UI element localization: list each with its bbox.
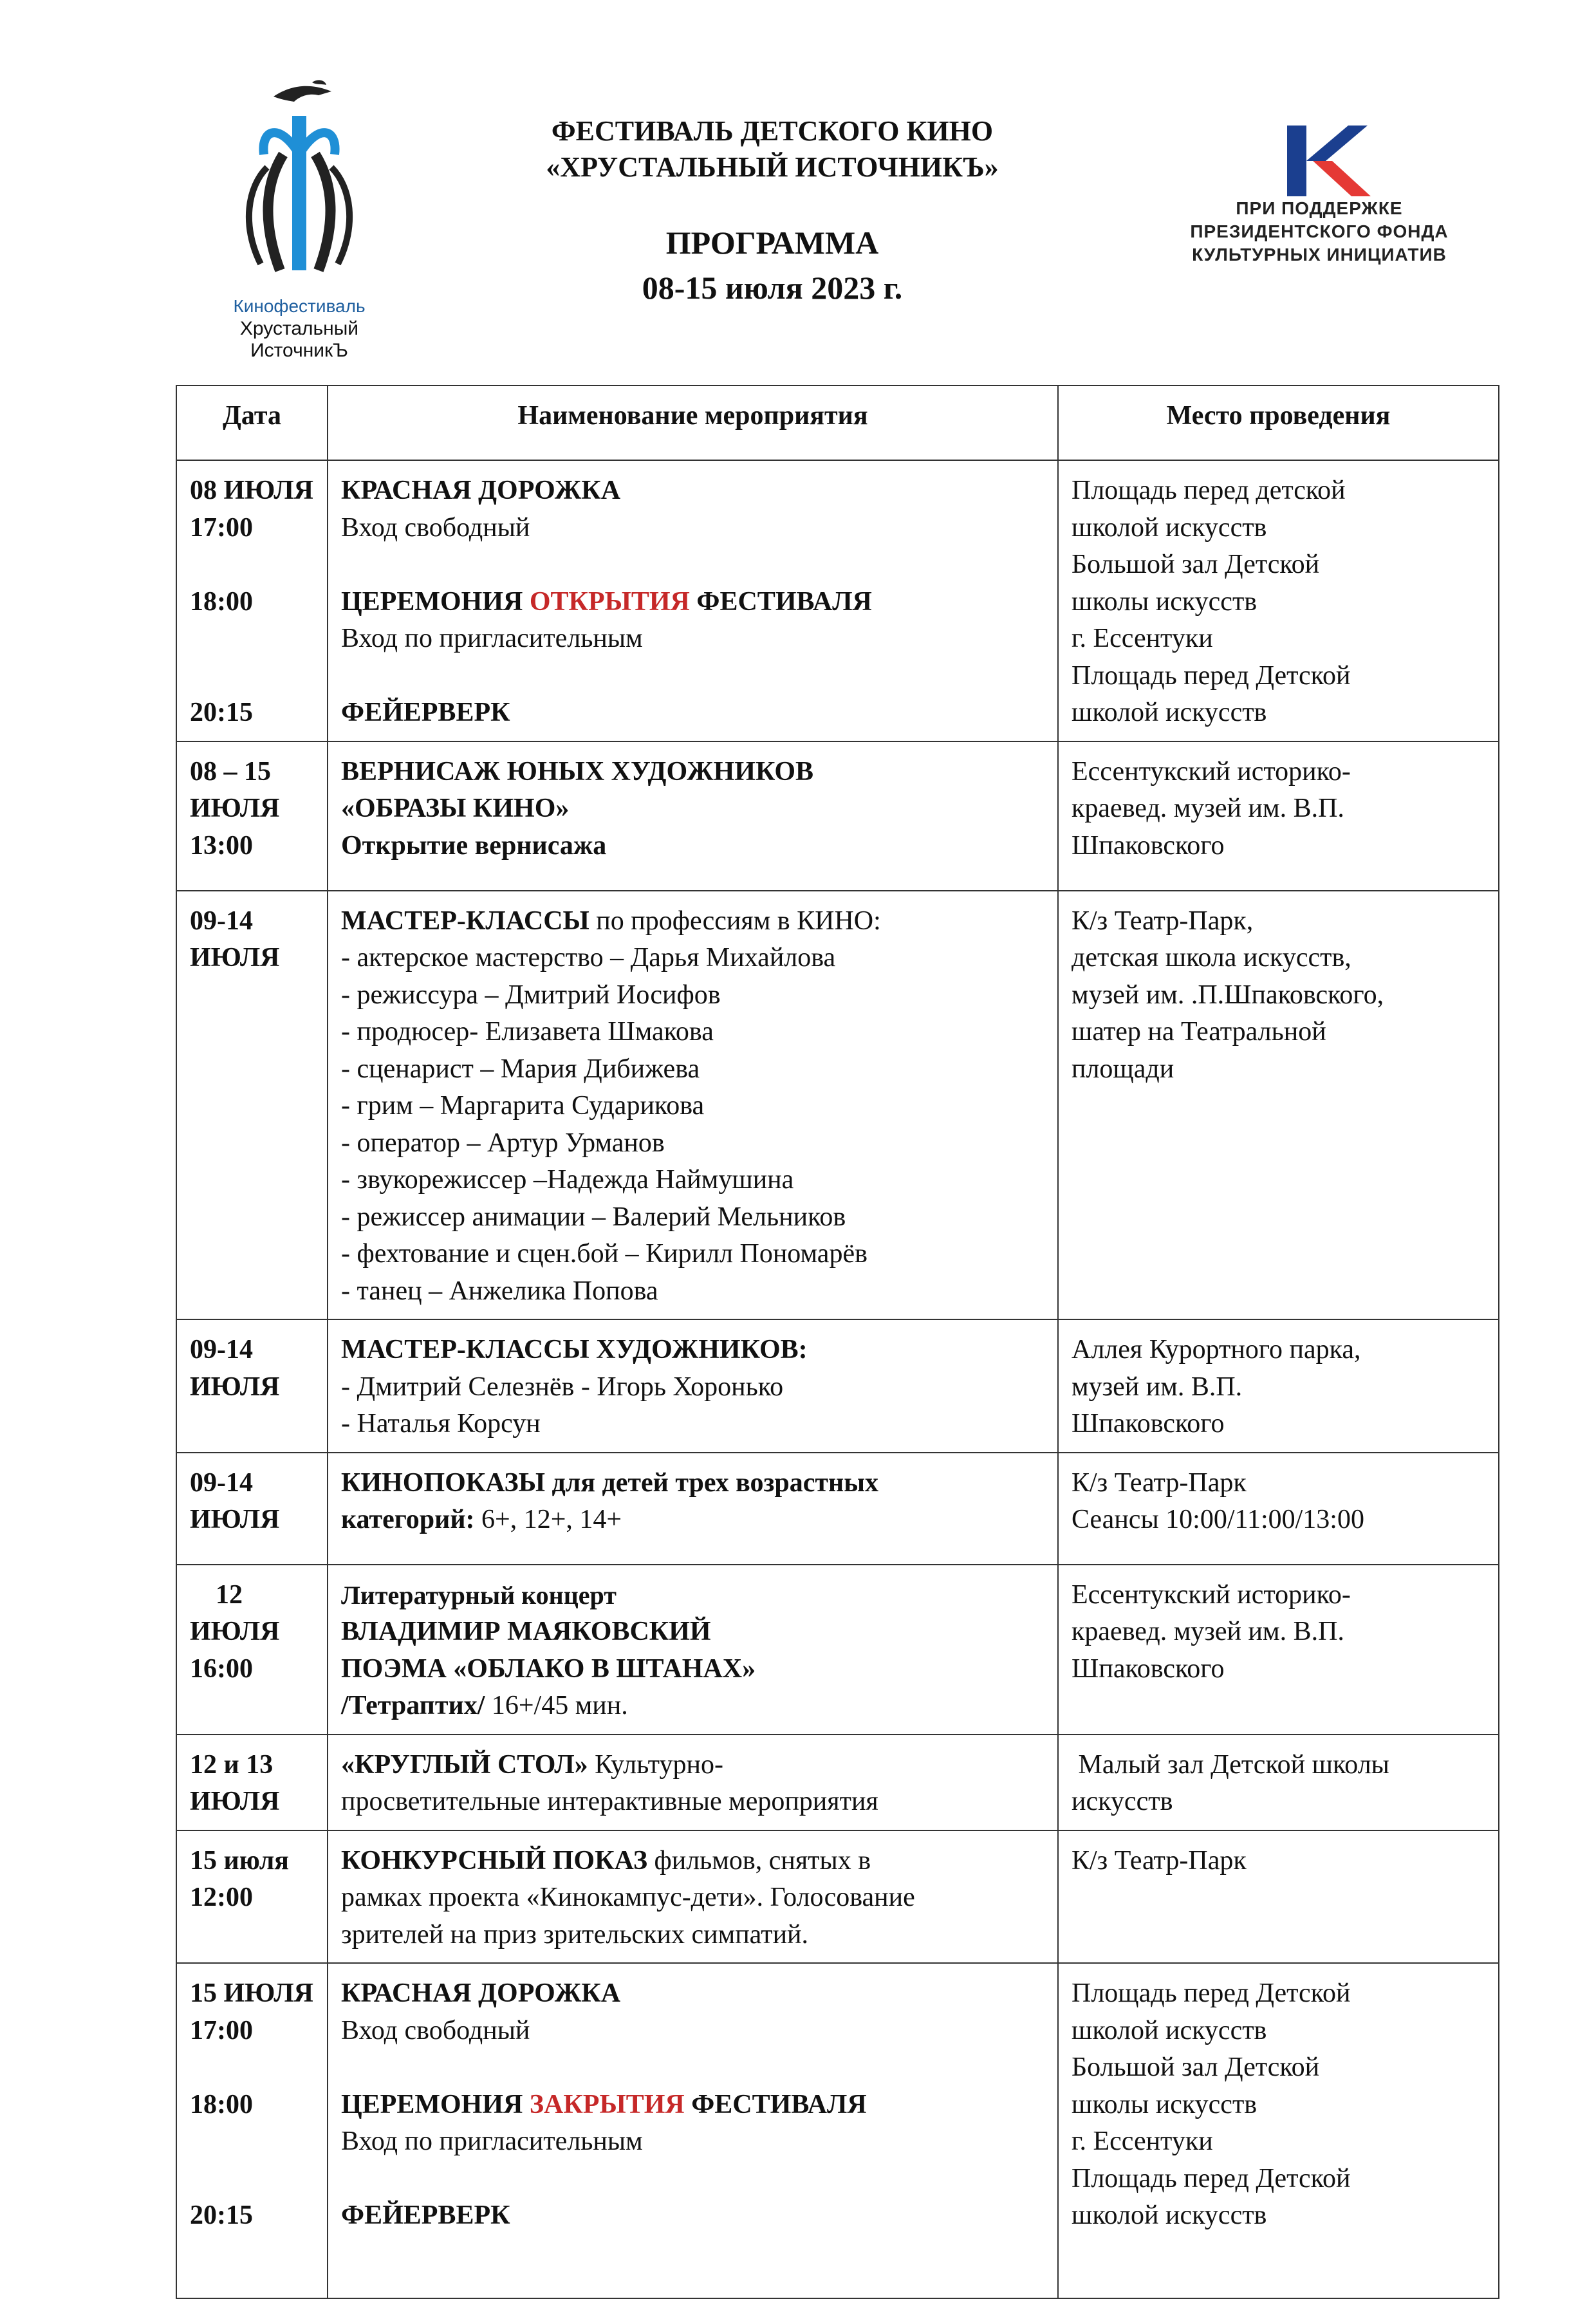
- date-text: ИЮЛЯ: [190, 943, 280, 973]
- table-row: [176, 1453, 1499, 1565]
- fund-caption-1: ПРИ ПОДДЕРЖКЕ: [1236, 198, 1403, 218]
- event-title: ФЕЙЕРВЕРК: [341, 698, 510, 727]
- event-title: ПОЭМА «ОБЛАКО В ШТАНАХ»: [341, 1653, 756, 1684]
- date-cell: [176, 1735, 328, 1830]
- list-item: - Наталья Корсун: [341, 1409, 541, 1438]
- event-title-part: ФЕСТИВАЛЯ: [689, 586, 872, 617]
- place-text: г. Ессентуки: [1072, 2127, 1213, 2156]
- event-title: ВЕРНИСАЖ ЮНЫХ ХУДОЖНИКОВ: [341, 756, 814, 786]
- date-text: 08 – 15: [190, 756, 271, 786]
- event-cell: [328, 1319, 1058, 1453]
- date-text: 09-14: [190, 1467, 253, 1498]
- list-item: - звукорежиссер –Надежда Наймушина: [341, 1165, 794, 1195]
- list-item: - актерское мастерство – Дарья Михайлова: [341, 943, 836, 973]
- place-text: шатер на Театральной: [1072, 1017, 1326, 1047]
- fund-caption-3: КУЛЬТУРНЫХ ИНИЦИАТИВ: [1192, 245, 1447, 265]
- event-title-part: ФЕСТИВАЛЯ: [684, 2089, 867, 2119]
- place-text: детская школа искусств,: [1072, 943, 1351, 973]
- date-text: 15 ИЮЛЯ: [190, 1978, 313, 2008]
- place-cell: [1058, 1319, 1499, 1453]
- table-header-row: [176, 386, 1499, 460]
- header-place: Место проведения: [1058, 386, 1499, 460]
- event-note-label: /Тетраптих/: [341, 1691, 485, 1720]
- event-cell: [328, 741, 1058, 891]
- event-title: Литературный концерт: [341, 1580, 617, 1610]
- list-item: - фехтование и сцен.бой – Кирилл Пономарёв: [341, 1239, 868, 1269]
- date-cell: [176, 1830, 328, 1964]
- place-cell: [1058, 460, 1499, 741]
- event-title-part: фильмов, снятых в: [647, 1845, 871, 1875]
- list-item: - оператор – Артур Урманов: [341, 1128, 665, 1158]
- place-text: К/з Театр-Парк: [1072, 1845, 1247, 1875]
- logo-caption-festival: Кинофестиваль: [233, 296, 366, 316]
- event-title: [341, 903, 1044, 940]
- place-text: музей им. В.П.: [1072, 1372, 1243, 1402]
- event-title: КРАСНАЯ ДОРОЖКА: [341, 476, 621, 505]
- event-cell: [328, 1453, 1058, 1565]
- table-row: [176, 1319, 1499, 1453]
- event-note: [341, 1502, 1044, 1539]
- date-text: 09-14: [190, 906, 253, 936]
- program-title: ПРОГРАММА: [665, 225, 879, 261]
- time-text: 20:15: [190, 698, 253, 727]
- place-cell: [1058, 1963, 1499, 2298]
- event-cell: [328, 1830, 1058, 1964]
- fountain-eagle-logo-icon: [235, 77, 364, 290]
- program-dates: 08-15 июля 2023 г.: [642, 270, 903, 306]
- presidential-fund-logo: [1152, 116, 1487, 277]
- place-text: Ессентукский историко-: [1072, 1579, 1351, 1610]
- place-text: площади: [1072, 1054, 1174, 1084]
- table-row: [176, 1830, 1499, 1964]
- event-title-highlight: ОТКРЫТИЯ: [529, 586, 690, 617]
- place-text: краевед. музей им. В.П.: [1072, 794, 1344, 823]
- list-item: - грим – Маргарита Сударикова: [341, 1091, 705, 1121]
- place-text: Сеансы 10:00/11:00/13:00: [1072, 1505, 1364, 1534]
- festival-title: ФЕСТИВАЛЬ ДЕТСКОГО КИНО: [551, 115, 994, 147]
- header-date: Дата: [176, 386, 328, 460]
- event-cell: [328, 891, 1058, 1320]
- place-text: школой искусств: [1072, 2201, 1267, 2230]
- date-text: 15 июля: [190, 1845, 290, 1875]
- event-title-part: КИНОПОКАЗЫ: [341, 1467, 545, 1498]
- date-text: 09-14: [190, 1335, 253, 1364]
- event-title-part: для детей трех возрастных: [544, 1467, 879, 1498]
- event-note: рамках проекта «Кинокампус-дети». Голосование: [341, 1883, 915, 1912]
- list-item: - режиссер анимации – Валерий Мельников: [341, 1202, 846, 1232]
- place-text: Аллея Курортного парка,: [1072, 1335, 1361, 1364]
- list-item: - продюсер- Елизавета Шмакова: [341, 1017, 714, 1047]
- time-text: 16:00: [190, 1653, 253, 1684]
- time-text: 13:00: [190, 830, 253, 861]
- date-text: ИЮЛЯ: [190, 1505, 280, 1534]
- list-item: - режиссура – Дмитрий Иосифов: [341, 980, 721, 1010]
- event-title-part: МАСТЕР-КЛАССЫ: [341, 906, 589, 936]
- place-text: Большой зал Детской: [1072, 2052, 1320, 2082]
- place-text: школы искусств: [1072, 586, 1257, 617]
- list-item: - сценарист – Мария Дибижева: [341, 1054, 700, 1084]
- event-title: [341, 1747, 1044, 1784]
- place-text: искусств: [1072, 1787, 1173, 1816]
- list-item: - Дмитрий Селезнёв - Игорь Хоронько: [341, 1372, 784, 1402]
- place-cell: [1058, 1735, 1499, 1830]
- fund-k-logo-icon: [1274, 122, 1371, 200]
- place-text: Малый зал Детской школы: [1072, 1749, 1389, 1780]
- date-text: ИЮЛЯ: [190, 794, 280, 823]
- date-text: ИЮЛЯ: [190, 1617, 280, 1646]
- event-note: Вход свободный: [341, 512, 530, 543]
- event-title: «ОБРАЗЫ КИНО»: [341, 794, 570, 823]
- date-text: ИЮЛЯ: [190, 1787, 280, 1816]
- date-cell: [176, 1565, 328, 1735]
- place-cell: [1058, 1830, 1499, 1964]
- place-text: Большой зал Детской: [1072, 550, 1320, 579]
- event-title: Открытие вернисажа: [341, 830, 607, 861]
- table-row: [176, 1565, 1499, 1735]
- event-note: [341, 1688, 1044, 1725]
- place-text: Площадь перед детской: [1072, 476, 1346, 505]
- table-row: [176, 741, 1499, 891]
- place-text: Шпаковского: [1072, 1409, 1225, 1438]
- place-text: школы искусств: [1072, 2089, 1257, 2119]
- event-title: [341, 1843, 1044, 1880]
- place-text: Площадь перед Детской: [1072, 2163, 1351, 2193]
- date-text: 12: [216, 1579, 243, 1610]
- event-title-part: Культурно-: [588, 1749, 723, 1780]
- event-title-part: по профессиям в КИНО:: [589, 906, 881, 936]
- place-text: школой искусств: [1072, 512, 1267, 543]
- logo-caption-name: Хрустальный ИсточникЪ: [239, 318, 359, 361]
- place-text: школой искусств: [1072, 2015, 1267, 2045]
- header-event: Наименование мероприятия: [328, 386, 1058, 460]
- festival-name: «ХРУСТАЛЬНЫЙ ИСТОЧНИКЪ»: [546, 151, 999, 183]
- program-table: [176, 385, 1499, 2299]
- event-note: зрителей на приз зрительских симпатий.: [341, 1919, 809, 1950]
- place-text: Шпаковского: [1072, 1653, 1225, 1684]
- event-title-highlight: ЗАКРЫТИЯ: [529, 2089, 685, 2119]
- event-title: МАСТЕР-КЛАССЫ ХУДОЖНИКОВ:: [341, 1335, 808, 1364]
- place-cell: [1058, 741, 1499, 891]
- place-text: К/з Театр-Парк: [1072, 1467, 1247, 1498]
- place-text: Ессентукский историко-: [1072, 756, 1351, 786]
- date-text: ИЮЛЯ: [190, 1372, 280, 1402]
- time-text: 20:15: [190, 2201, 253, 2230]
- date-cell: [176, 1963, 328, 2298]
- place-cell: [1058, 1565, 1499, 1735]
- event-title-part: КОНКУРСНЫЙ ПОКАЗ: [341, 1845, 648, 1875]
- date-cell: [176, 741, 328, 891]
- date-cell: [176, 460, 328, 741]
- place-text: музей им. .П.Шпаковского,: [1072, 980, 1384, 1010]
- table-row: [176, 1963, 1499, 2298]
- event-cell: [328, 1735, 1058, 1830]
- event-title-part: «КРУГЛЫЙ СТОЛ»: [341, 1749, 588, 1780]
- time-text: 18:00: [190, 2089, 253, 2119]
- date-cell: [176, 891, 328, 1320]
- place-text: школой искусств: [1072, 698, 1267, 727]
- event-note-label: категорий:: [341, 1505, 475, 1534]
- event-cell: [328, 1963, 1058, 2298]
- date-cell: [176, 1453, 328, 1565]
- time-text: 17:00: [190, 512, 253, 543]
- event-title: [341, 584, 1044, 621]
- place-text: К/з Театр-Парк,: [1072, 906, 1254, 936]
- place-text: Площадь перед Детской: [1072, 660, 1351, 691]
- event-title: КРАСНАЯ ДОРОЖКА: [341, 1978, 621, 2008]
- time-text: 12:00: [190, 1883, 253, 1912]
- event-title-part: ЦЕРЕМОНИЯ: [341, 586, 530, 617]
- list-item: - танец – Анжелика Попова: [341, 1276, 658, 1306]
- festival-logo: [193, 77, 405, 361]
- event-note: Вход по пригласительным: [341, 624, 643, 653]
- date-text: 12 и 13: [190, 1749, 274, 1780]
- date-cell: [176, 1319, 328, 1453]
- place-cell: [1058, 1453, 1499, 1565]
- event-title: ФЕЙЕРВЕРК: [341, 2201, 510, 2230]
- table-row: [176, 891, 1499, 1320]
- time-text: 18:00: [190, 586, 253, 617]
- event-cell: [328, 1565, 1058, 1735]
- fund-caption-2: ПРЕЗИДЕНТСКОГО ФОНДА: [1190, 221, 1449, 241]
- table-row: [176, 1735, 1499, 1830]
- time-text: 17:00: [190, 2015, 253, 2045]
- event-title: [341, 2087, 1044, 2124]
- event-note-value: 16+/45 мин.: [485, 1691, 628, 1720]
- place-text: Шпаковского: [1072, 830, 1225, 861]
- event-note-value: 6+, 12+, 14+: [474, 1505, 622, 1534]
- event-note: Вход свободный: [341, 2015, 530, 2045]
- place-text: Площадь перед Детской: [1072, 1978, 1351, 2008]
- event-title: ВЛАДИМИР МАЯКОВСКИЙ: [341, 1617, 711, 1646]
- event-title-part: ЦЕРЕМОНИЯ: [341, 2089, 530, 2119]
- event-note: просветительные интерактивные мероприятия: [341, 1787, 878, 1816]
- table-row: [176, 460, 1499, 741]
- place-text: краевед. музей им. В.П.: [1072, 1617, 1344, 1646]
- date-text: 08 ИЮЛЯ: [190, 476, 313, 505]
- event-cell: [328, 460, 1058, 741]
- event-title: [341, 1465, 1044, 1502]
- place-text: г. Ессентуки: [1072, 624, 1213, 653]
- place-cell: [1058, 891, 1499, 1320]
- event-note: Вход по пригласительным: [341, 2127, 643, 2156]
